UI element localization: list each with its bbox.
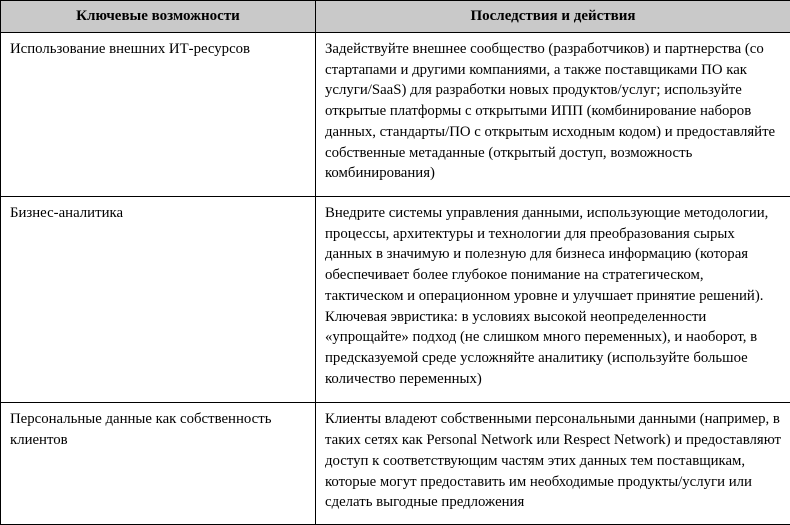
cell-capability: Персональные данные как собственность клиентов [1,403,316,525]
cell-action: Внедрите системы управления данными, использующие методологии, процессы, архитектуры и технологии для преобразования сырых данных в значимую и полезную для бизнеса информацию (которая обеспечивает более глубокое понимание на стратегическом, тактическом и операционном уровне и улучшает принятие решений). Ключевая эвристика: в условиях высокой неопределенности «упрощайте» подход (не слишком много переменных), и наоборот, в предсказуемой среде усложняйте аналитику (используйте большое количество переменных) [316,197,790,403]
cell-action: Задействуйте внешнее сообщество (разработчиков) и партнерства (со стартапами и другими компаниями, а также поставщиками ПО как услуги/SaaS) для разработки новых продуктов/услуг; используйте открытые платформы с открытыми ИПП (комбинирование наборов данных, стандарты/ПО с открытым исходным кодом) и предоставляйте собственные метаданные (открытый доступ, возможность комбинирования) [316,33,790,197]
table-row [1,403,790,525]
cell-action: Клиенты владеют собственными персональными данными (например, в таких сетях как Personal Network или Respect Network) и предоставляют доступ к соответствующим частям этих данных тем поставщикам, которые могут предоставить им необходимые продукты/услуги или сделать выгодные предложения [316,403,790,525]
table-row [1,33,790,197]
cell-capability: Использование внешних ИТ-ресурсов [1,33,316,197]
column-header-actions: Последствия и действия [316,1,790,33]
table-header-row [1,1,790,33]
table-row [1,197,790,403]
column-header-capabilities: Ключевые возможности [1,1,316,33]
cell-capability: Бизнес-аналитика [1,197,316,403]
